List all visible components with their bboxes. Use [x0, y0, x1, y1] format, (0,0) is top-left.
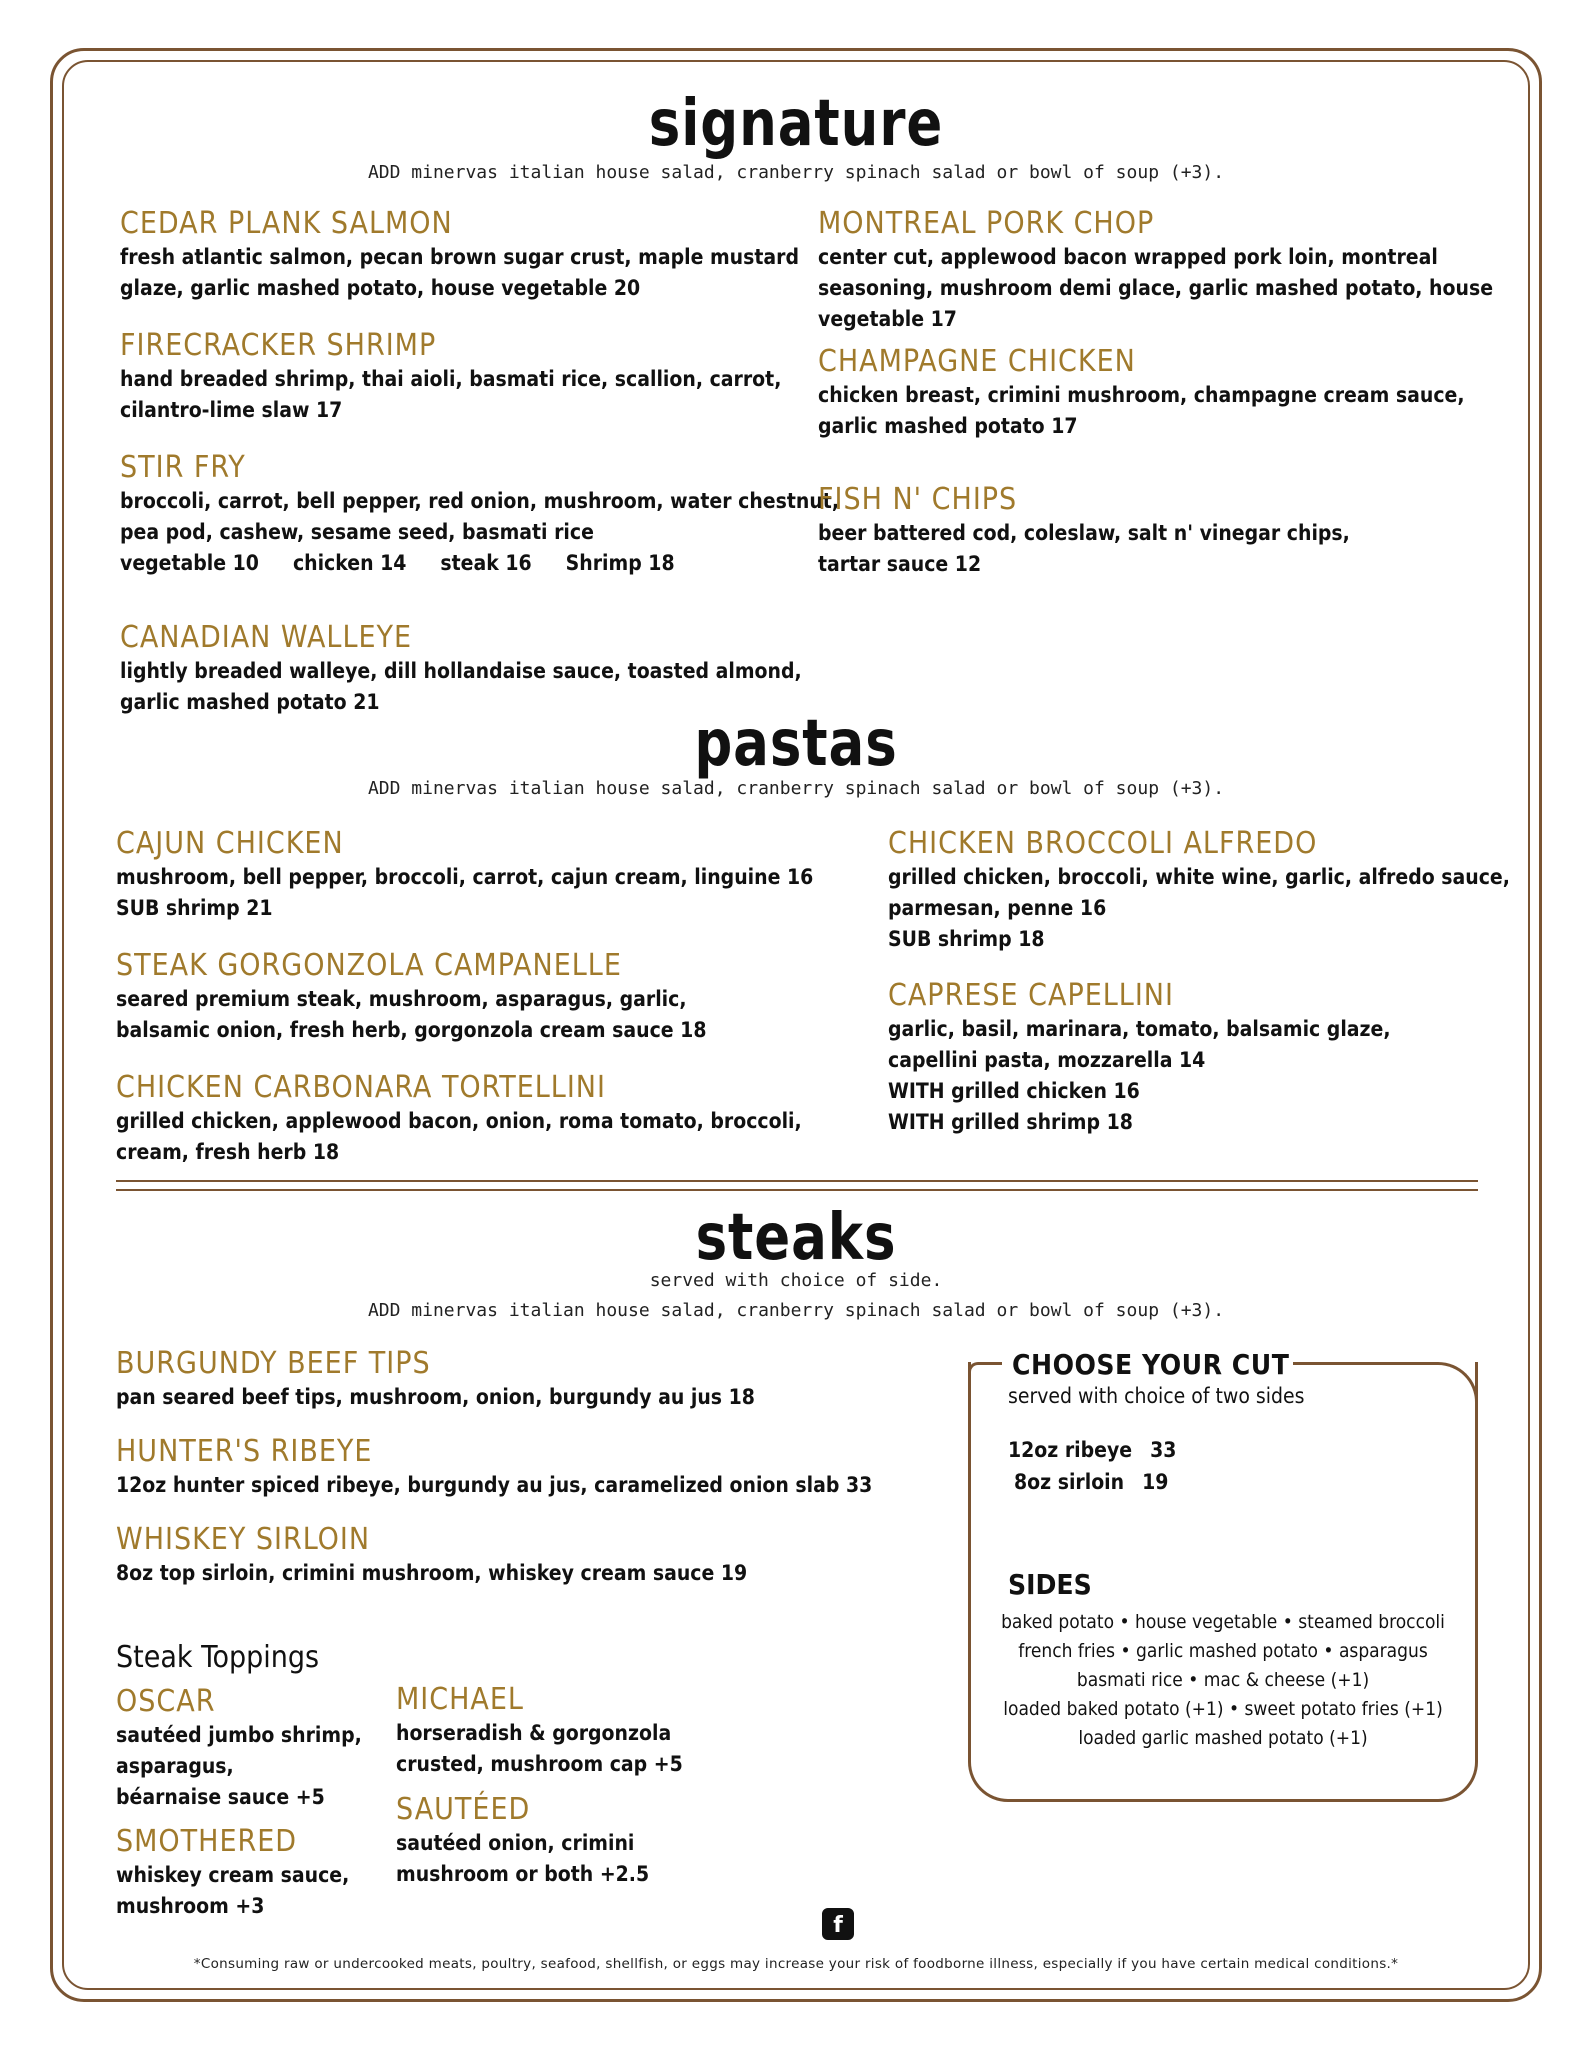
item-desc-line: parmesan, penne 16	[888, 896, 1107, 920]
item-desc-line: fresh atlantic salmon, pecan brown sugar crust, maple mustard	[120, 245, 800, 269]
item-desc-line: tartar sauce 12	[818, 552, 982, 576]
item-name: CAPRESE CAPELLINI	[888, 978, 1174, 1013]
sides-title: SIDES	[1008, 1568, 1092, 1601]
menu-item-caprese-capellini	[888, 978, 1391, 1138]
item-desc-line: mushroom +3	[116, 1894, 265, 1918]
menu-item-firecracker-shrimp	[120, 328, 781, 426]
section-title-pastas: pastas	[694, 707, 898, 781]
item-name: CHAMPAGNE CHICKEN	[818, 344, 1136, 379]
menu-item-fish-n-chips	[818, 482, 1350, 580]
item-desc-line: sautéed onion, crimini	[396, 1831, 635, 1855]
topping-michael	[396, 1682, 683, 1780]
menu-item-cajun-chicken	[116, 826, 813, 924]
price-option: chicken 14	[292, 551, 407, 575]
item-description	[116, 984, 706, 1046]
item-desc-line: crusted, mushroom cap +5	[396, 1752, 683, 1776]
item-description	[116, 1470, 872, 1501]
section-title-steaks: steaks	[695, 1201, 897, 1275]
menu-item-canadian-walleye	[120, 620, 802, 718]
item-description	[120, 364, 781, 426]
menu-item-burgundy-beef-tips	[116, 1346, 755, 1413]
item-name: CHICKEN CARBONARA TORTELLINI	[116, 1070, 606, 1105]
item-desc-line: béarnaise sauce +5	[116, 1785, 325, 1809]
item-desc-line: mushroom or both +2.5	[396, 1862, 650, 1886]
item-desc-line: WITH grilled shrimp 18	[888, 1110, 1133, 1134]
section-subtitle-signature: ADD minervas italian house salad, cranberry spinach salad or bowl of soup (+3).	[367, 162, 1225, 183]
item-desc-line: 8oz top sirloin, crimini mushroom, whiskey cream sauce 19	[116, 1561, 748, 1585]
item-description	[818, 242, 1493, 335]
item-name: WHISKEY SIRLOIN	[116, 1522, 371, 1557]
item-desc-line: WITH grilled chicken 16	[888, 1079, 1140, 1103]
item-desc-line: glaze, garlic mashed potato, house vegetable 20	[120, 276, 641, 300]
item-desc-line: sautéed jumbo shrimp,	[116, 1723, 362, 1747]
section-title-signature: signature	[648, 87, 944, 161]
item-name: OSCAR	[116, 1684, 216, 1719]
item-desc-line: SUB shrimp 18	[888, 927, 1045, 951]
sides-line: basmati rice • mac & cheese (+1)	[1076, 1669, 1370, 1691]
item-name: CANADIAN WALLEYE	[120, 620, 413, 655]
steak-toppings-title: Steak Toppings	[116, 1640, 320, 1675]
topping-sauteed	[396, 1792, 649, 1890]
item-desc-line: garlic mashed potato 17	[818, 414, 1078, 438]
menu-item-chicken-carbonara-tortellini	[116, 1070, 802, 1168]
item-description	[396, 1718, 683, 1780]
menu-item-hunters-ribeye	[116, 1434, 872, 1501]
item-desc-line: cilantro-lime slaw 17	[120, 398, 343, 422]
item-desc-line: garlic, basil, marinara, tomato, balsamic glaze,	[888, 1017, 1391, 1041]
item-name: FISH N' CHIPS	[818, 482, 1018, 517]
cut-option-sirloin	[1014, 1466, 1168, 1498]
item-desc-line: mushroom, bell pepper, broccoli, carrot, cajun cream, linguine 16	[116, 865, 814, 889]
section-divider	[116, 1189, 1478, 1191]
menu-item-whiskey-sirloin	[116, 1522, 747, 1589]
item-name: SMOTHERED	[116, 1824, 298, 1859]
menu-item-cedar-plank-salmon	[120, 206, 799, 304]
topping-oscar	[116, 1684, 362, 1813]
item-name: SAUTÉED	[396, 1792, 531, 1827]
item-description	[120, 242, 799, 304]
cut-name: 8oz sirloin	[1014, 1470, 1125, 1494]
item-desc-line: horseradish & gorgonzola	[396, 1721, 672, 1745]
item-desc-line: garlic mashed potato 21	[120, 690, 380, 714]
item-description	[116, 862, 813, 924]
price-option: Shrimp 18	[565, 551, 675, 575]
item-desc-line: seared premium steak, mushroom, asparagus, garlic,	[116, 987, 687, 1011]
cut-option-ribeye	[1008, 1434, 1176, 1466]
item-name: MONTREAL PORK CHOP	[818, 206, 1155, 241]
sides-list	[972, 1608, 1474, 1753]
cut-price: 19	[1142, 1470, 1169, 1494]
cut-box-corner	[968, 1362, 1002, 1372]
sides-line: loaded garlic mashed potato (+1)	[1078, 1727, 1368, 1749]
item-desc-line: asparagus,	[116, 1754, 234, 1778]
menu-item-steak-gorgonzola-campanelle	[116, 948, 706, 1046]
item-name: MICHAEL	[396, 1682, 524, 1717]
item-desc-line: SUB shrimp 21	[116, 896, 273, 920]
choose-your-cut-subtitle: served with choice of two sides	[1008, 1384, 1305, 1408]
item-desc-line: beer battered cod, coleslaw, salt n' vinegar chips,	[818, 521, 1350, 545]
sides-line: french fries • garlic mashed potato • asparagus	[1018, 1640, 1428, 1662]
item-desc-line: grilled chicken, broccoli, white wine, garlic, alfredo sauce,	[888, 865, 1510, 889]
item-desc-line: hand breaded shrimp, thai aioli, basmati rice, scallion, carrot,	[120, 367, 782, 391]
cut-price: 33	[1150, 1438, 1177, 1462]
food-safety-disclaimer: *Consuming raw or undercooked meats, poultry, seafood, shellfish, or eggs may increase your risk of foodborne illness, especially if you have certain medical conditions.*	[193, 1956, 1399, 1972]
item-name: STIR FRY	[120, 450, 246, 485]
choose-your-cut-title: CHOOSE YOUR CUT	[1008, 1348, 1293, 1381]
cut-name: 12oz ribeye	[1008, 1438, 1133, 1462]
item-description	[120, 486, 839, 579]
item-desc-line: balsamic onion, fresh herb, gorgonzola cream sauce 18	[116, 1018, 707, 1042]
facebook-icon[interactable]: f	[822, 1908, 854, 1940]
item-description	[116, 1558, 747, 1589]
item-desc-line: vegetable 17	[818, 307, 957, 331]
item-desc-line: lightly breaded walleye, dill hollandaise sauce, toasted almond,	[120, 659, 802, 683]
price-option: vegetable 10	[120, 551, 259, 575]
item-name: FIRECRACKER SHRIMP	[120, 328, 437, 363]
item-name: CAJUN CHICKEN	[116, 826, 344, 861]
section-subtitle-steaks-side: served with choice of side.	[649, 1270, 943, 1291]
menu-item-chicken-broccoli-alfredo	[888, 826, 1510, 955]
item-desc-line: pea pod, cashew, sesame seed, basmati rice	[120, 520, 594, 544]
item-desc-line: chicken breast, crimini mushroom, champagne cream sauce,	[818, 383, 1465, 407]
item-price-options	[120, 548, 839, 579]
item-name: CEDAR PLANK SALMON	[120, 206, 453, 241]
item-name: STEAK GORGONZOLA CAMPANELLE	[116, 948, 622, 983]
item-description	[888, 1014, 1391, 1138]
item-description	[116, 1106, 802, 1168]
section-divider	[116, 1180, 1478, 1182]
item-desc-line: center cut, applewood bacon wrapped pork loin, montreal	[818, 245, 1438, 269]
item-description	[396, 1828, 649, 1890]
sides-line: baked potato • house vegetable • steamed broccoli	[1001, 1611, 1445, 1633]
sides-line: loaded baked potato (+1) • sweet potato fries (+1)	[1003, 1698, 1443, 1720]
section-subtitle-pastas: ADD minervas italian house salad, cranberry spinach salad or bowl of soup (+3).	[367, 778, 1225, 799]
item-name: CHICKEN BROCCOLI ALFREDO	[888, 826, 1318, 861]
topping-smothered	[116, 1824, 349, 1922]
item-description	[818, 380, 1465, 442]
item-desc-line: seasoning, mushroom demi glace, garlic mashed potato, house	[818, 276, 1494, 300]
section-subtitle-steaks: ADD minervas italian house salad, cranberry spinach salad or bowl of soup (+3).	[367, 1300, 1225, 1321]
item-desc-line: cream, fresh herb 18	[116, 1140, 340, 1164]
menu-item-champagne-chicken	[818, 344, 1465, 442]
item-description	[116, 1382, 755, 1413]
item-name: BURGUNDY BEEF TIPS	[116, 1346, 431, 1381]
item-name: HUNTER'S RIBEYE	[116, 1434, 373, 1469]
item-desc-line: whiskey cream sauce,	[116, 1863, 350, 1887]
item-desc-line: 12oz hunter spiced ribeye, burgundy au jus, caramelized onion slab 33	[116, 1473, 873, 1497]
item-description	[116, 1720, 362, 1813]
menu-item-stir-fry	[120, 450, 839, 579]
cut-box-corner	[1278, 1362, 1478, 1452]
price-option: steak 16	[440, 551, 532, 575]
item-description	[818, 518, 1350, 580]
item-desc-line: pan seared beef tips, mushroom, onion, burgundy au jus 18	[116, 1385, 755, 1409]
menu-item-montreal-pork-chop	[818, 206, 1493, 335]
item-description	[888, 862, 1510, 955]
item-description	[116, 1860, 349, 1922]
item-desc-line: grilled chicken, applewood bacon, onion, roma tomato, broccoli,	[116, 1109, 802, 1133]
item-desc-line: broccoli, carrot, bell pepper, red onion, mushroom, water chestnut,	[120, 489, 839, 513]
item-desc-line: capellini pasta, mozzarella 14	[888, 1048, 1206, 1072]
